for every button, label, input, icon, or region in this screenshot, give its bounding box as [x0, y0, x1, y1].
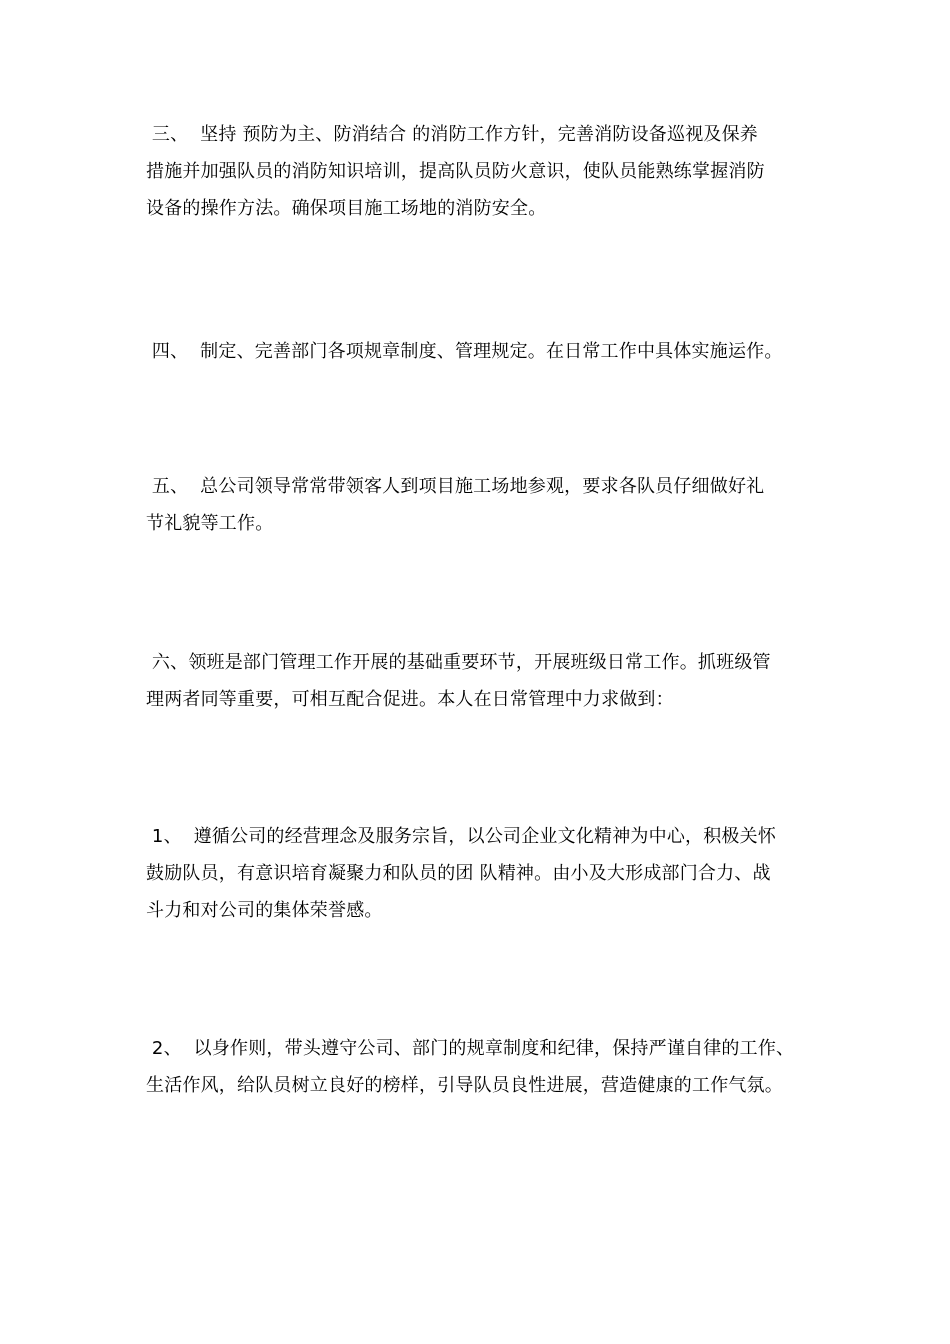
paragraph-line: 1、 遵循公司的经营理念及服务宗旨，以公司企业文化精神为中心，积极关怀 [146, 826, 777, 847]
paragraph-line: 鼓励队员，有意识培育凝聚力和队员的团 队精神。由小及大形成部门合力、战 [146, 863, 771, 884]
paragraph-regulations [146, 333, 826, 370]
paragraph-item-1 [146, 818, 826, 929]
paragraph-line: 2、 以身作则，带头遵守公司、部门的规章制度和纪律，保持严谨自律的工作、 [146, 1038, 795, 1059]
paragraph-line: 五、 总公司领导常常带领客人到项目施工场地参观，要求各队员仔细做好礼 [146, 476, 765, 497]
paragraph-etiquette [146, 468, 826, 542]
paragraph-line: 理两者同等重要，可相互配合促进。本人在日常管理中力求做到： [146, 689, 674, 710]
paragraph-line: 三、 坚持 预防为主、防消结合 的消防工作方针，完善消防设备巡视及保养 [146, 124, 759, 145]
paragraph-fire-safety [146, 116, 826, 227]
paragraph-item-2 [146, 1030, 826, 1104]
paragraph-line: 四、 制定、完善部门各项规章制度、管理规定。在日常工作中具体实施运作。 [146, 341, 783, 362]
paragraph-line: 生活作风，给队员树立良好的榜样，引导队员良性进展，营造健康的工作气氛。 [146, 1075, 783, 1096]
paragraph-team-lead [146, 644, 826, 718]
paragraph-line: 六、领班是部门管理工作开展的基础重要环节，开展班级日常工作。抓班级管 [146, 652, 771, 673]
paragraph-line: 设备的操作方法。确保项目施工场地的消防安全。 [146, 198, 547, 219]
paragraph-line: 节礼貌等工作。 [146, 513, 274, 534]
paragraph-line: 斗力和对公司的集体荣誉感。 [146, 900, 383, 921]
paragraph-line: 措施并加强队员的消防知识培训，提高队员防火意识，使队员能熟练掌握消防 [146, 161, 765, 182]
